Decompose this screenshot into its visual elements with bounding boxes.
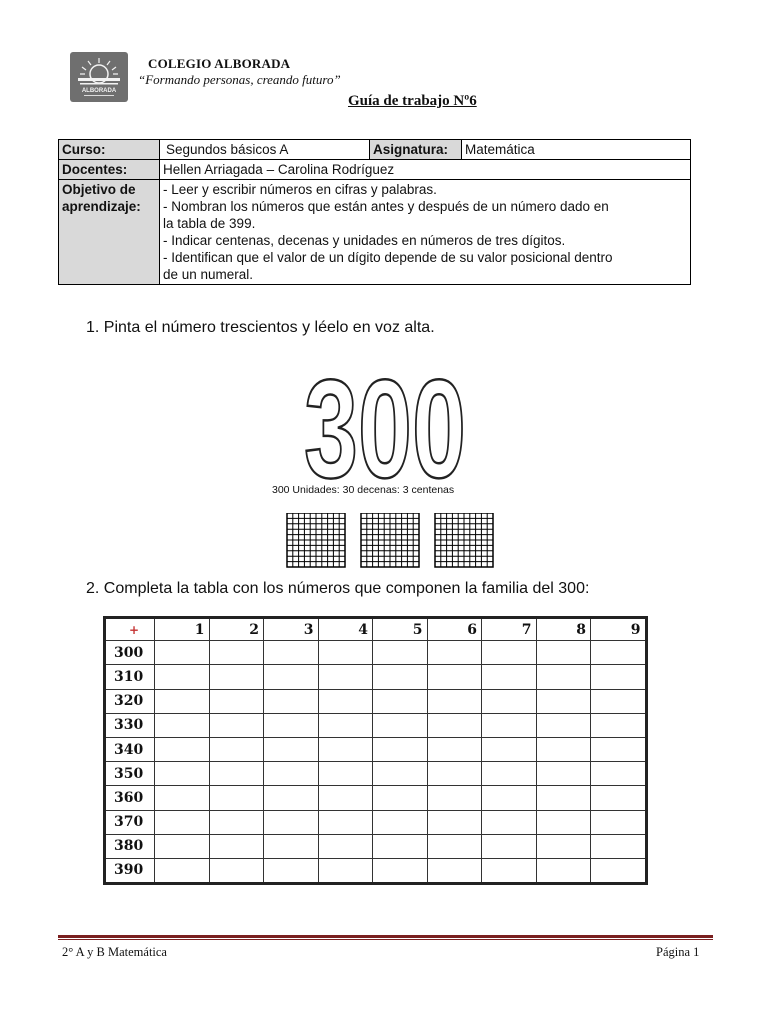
asignatura-value: Matemática: [462, 140, 691, 160]
answer-cell[interactable]: [264, 641, 319, 665]
answer-cell[interactable]: [209, 641, 264, 665]
answer-cell[interactable]: [482, 786, 537, 810]
answer-cell[interactable]: [264, 713, 319, 737]
answer-cell[interactable]: [318, 858, 373, 883]
answer-cell[interactable]: [482, 810, 537, 834]
objetivo-label-line: aprendizaje:: [62, 199, 141, 214]
answer-cell[interactable]: [373, 762, 428, 786]
family-row: [105, 665, 647, 689]
answer-cell[interactable]: [591, 810, 647, 834]
curso-row: [59, 140, 691, 160]
answer-cell[interactable]: [591, 713, 647, 737]
info-table: [58, 139, 691, 285]
answer-cell[interactable]: [591, 689, 647, 713]
guide-title: Guía de trabajo Nº6: [348, 93, 477, 109]
answer-cell[interactable]: [373, 713, 428, 737]
answer-cell[interactable]: [427, 762, 482, 786]
row-header: 350: [105, 762, 155, 786]
column-header: 1: [155, 618, 210, 641]
answer-cell[interactable]: [427, 858, 482, 883]
answer-cell[interactable]: [373, 858, 428, 883]
column-header: 9: [591, 618, 647, 641]
answer-cell[interactable]: [427, 689, 482, 713]
column-header: 8: [536, 618, 591, 641]
answer-cell[interactable]: [209, 858, 264, 883]
answer-cell[interactable]: [318, 641, 373, 665]
answer-cell[interactable]: [264, 834, 319, 858]
docentes-value: Hellen Arriagada – Carolina Rodríguez: [160, 160, 691, 180]
answer-cell[interactable]: [373, 834, 428, 858]
big-number-text: 300: [304, 350, 466, 483]
answer-cell[interactable]: [373, 665, 428, 689]
answer-cell[interactable]: [427, 665, 482, 689]
footer-course: 2° A y B Matemática: [62, 945, 167, 959]
row-header: 310: [105, 665, 155, 689]
answer-cell[interactable]: [373, 737, 428, 761]
answer-cell[interactable]: [264, 665, 319, 689]
objetivo-label-line: Objetivo de: [62, 182, 136, 197]
answer-cell[interactable]: [209, 834, 264, 858]
objetivo-line: - Nombran los números que están antes y después de un número dado en: [163, 199, 609, 214]
answer-cell[interactable]: [155, 834, 210, 858]
objetivo-value: [160, 180, 691, 285]
answer-cell[interactable]: [155, 858, 210, 883]
big-number-outline: [300, 337, 470, 488]
objetivo-line: - Indicar centenas, decenas y unidades en números de tres dígitos.: [163, 233, 566, 248]
answer-cell[interactable]: [482, 665, 537, 689]
answer-cell[interactable]: [264, 810, 319, 834]
answer-cell[interactable]: [591, 665, 647, 689]
answer-cell[interactable]: [482, 713, 537, 737]
answer-cell[interactable]: [264, 689, 319, 713]
footer-rule-thin: [58, 939, 713, 940]
family-row: [105, 858, 647, 883]
family-header-row: [105, 618, 647, 641]
answer-cell[interactable]: [591, 641, 647, 665]
exercise-1-instruction: 1. Pinta el número trescientos y léelo en voz alta.: [86, 319, 435, 336]
answer-cell[interactable]: [536, 834, 591, 858]
family-row: [105, 786, 647, 810]
family-row: [105, 641, 647, 665]
objetivo-line: - Identifican que el valor de un dígito depende de su valor posicional dentro: [163, 250, 613, 265]
answer-cell[interactable]: [427, 641, 482, 665]
family-row: [105, 713, 647, 737]
answer-cell[interactable]: [318, 786, 373, 810]
answer-cell[interactable]: [209, 689, 264, 713]
row-header: 330: [105, 713, 155, 737]
row-header: 300: [105, 641, 155, 665]
docentes-label: Docentes:: [59, 160, 160, 180]
answer-cell[interactable]: [427, 834, 482, 858]
family-row: [105, 762, 647, 786]
answer-cell[interactable]: [482, 689, 537, 713]
row-header: 360: [105, 786, 155, 810]
answer-cell[interactable]: [482, 834, 537, 858]
hundred-block-icon: [287, 513, 345, 567]
family-row: [105, 737, 647, 761]
asignatura-label: Asignatura:: [370, 140, 462, 160]
objetivo-label: [59, 180, 160, 285]
answer-cell[interactable]: [155, 665, 210, 689]
answer-cell[interactable]: [591, 762, 647, 786]
answer-cell[interactable]: [318, 834, 373, 858]
answer-cell[interactable]: [318, 737, 373, 761]
curso-value: Segundos básicos A: [160, 140, 370, 160]
school-name: COLEGIO ALBORADA: [148, 56, 291, 71]
answer-cell[interactable]: [591, 786, 647, 810]
hundred-blocks: [286, 513, 496, 574]
answer-cell[interactable]: [155, 641, 210, 665]
row-header: 340: [105, 737, 155, 761]
answer-cell[interactable]: [482, 641, 537, 665]
answer-cell[interactable]: [591, 858, 647, 883]
column-header: 6: [427, 618, 482, 641]
answer-cell[interactable]: [427, 737, 482, 761]
family-300-table: [103, 616, 648, 885]
answer-cell[interactable]: [482, 737, 537, 761]
answer-cell[interactable]: [373, 810, 428, 834]
footer-rule: [58, 935, 713, 938]
answer-cell[interactable]: [209, 665, 264, 689]
answer-cell[interactable]: [536, 786, 591, 810]
school-logo: [70, 52, 128, 102]
answer-cell[interactable]: [536, 737, 591, 761]
curso-label: Curso:: [59, 140, 160, 160]
exercise-2-instruction: 2. Completa la tabla con los números que componen la familia del 300:: [86, 580, 590, 597]
objetivo-row: [59, 180, 691, 285]
row-header: 380: [105, 834, 155, 858]
column-header: 4: [318, 618, 373, 641]
answer-cell[interactable]: [427, 810, 482, 834]
answer-cell[interactable]: [155, 810, 210, 834]
answer-cell[interactable]: [264, 762, 319, 786]
hundred-block-icon: [435, 513, 493, 567]
answer-cell[interactable]: [264, 858, 319, 883]
logo-text: ALBORADA: [81, 88, 117, 94]
column-header: 3: [264, 618, 319, 641]
answer-cell[interactable]: [536, 858, 591, 883]
family-row: [105, 689, 647, 713]
docentes-row: [59, 160, 691, 180]
answer-cell[interactable]: [482, 762, 537, 786]
objetivo-line: la tabla de 399.: [163, 216, 256, 231]
column-header: 2: [209, 618, 264, 641]
answer-cell[interactable]: [482, 858, 537, 883]
answer-cell[interactable]: [373, 786, 428, 810]
answer-cell[interactable]: [318, 665, 373, 689]
column-header: 7: [482, 618, 537, 641]
answer-cell[interactable]: [536, 713, 591, 737]
answer-cell[interactable]: [209, 737, 264, 761]
objetivo-line: - Leer y escribir números en cifras y palabras.: [163, 182, 437, 197]
answer-cell[interactable]: [427, 786, 482, 810]
school-motto: “Formando personas, creando futuro”: [138, 72, 341, 87]
answer-cell[interactable]: [155, 786, 210, 810]
answer-cell[interactable]: [536, 641, 591, 665]
answer-cell[interactable]: [155, 737, 210, 761]
answer-cell[interactable]: [536, 665, 591, 689]
objetivo-line: de un numeral.: [163, 267, 254, 282]
answer-cell[interactable]: [209, 762, 264, 786]
answer-cell[interactable]: [155, 689, 210, 713]
footer-page-number: Página 1: [656, 945, 700, 959]
answer-cell[interactable]: [427, 713, 482, 737]
answer-cell[interactable]: [155, 762, 210, 786]
row-header: 320: [105, 689, 155, 713]
answer-cell[interactable]: [318, 689, 373, 713]
answer-cell[interactable]: [591, 737, 647, 761]
row-header: 390: [105, 858, 155, 883]
answer-cell[interactable]: [264, 786, 319, 810]
place-value-caption: 300 Unidades: 30 decenas: 3 centenas: [272, 484, 455, 496]
family-row: [105, 810, 647, 834]
answer-cell[interactable]: [209, 810, 264, 834]
corner-plus: +: [105, 618, 155, 641]
column-header: 5: [373, 618, 428, 641]
answer-cell[interactable]: [209, 713, 264, 737]
row-header: 370: [105, 810, 155, 834]
answer-cell[interactable]: [209, 786, 264, 810]
hundred-block-icon: [361, 513, 419, 567]
answer-cell[interactable]: [373, 641, 428, 665]
family-row: [105, 834, 647, 858]
answer-cell[interactable]: [536, 762, 591, 786]
answer-cell[interactable]: [318, 810, 373, 834]
answer-cell[interactable]: [318, 713, 373, 737]
answer-cell[interactable]: [155, 713, 210, 737]
answer-cell[interactable]: [536, 689, 591, 713]
answer-cell[interactable]: [536, 810, 591, 834]
answer-cell[interactable]: [591, 834, 647, 858]
answer-cell[interactable]: [373, 689, 428, 713]
answer-cell[interactable]: [264, 737, 319, 761]
answer-cell[interactable]: [318, 762, 373, 786]
